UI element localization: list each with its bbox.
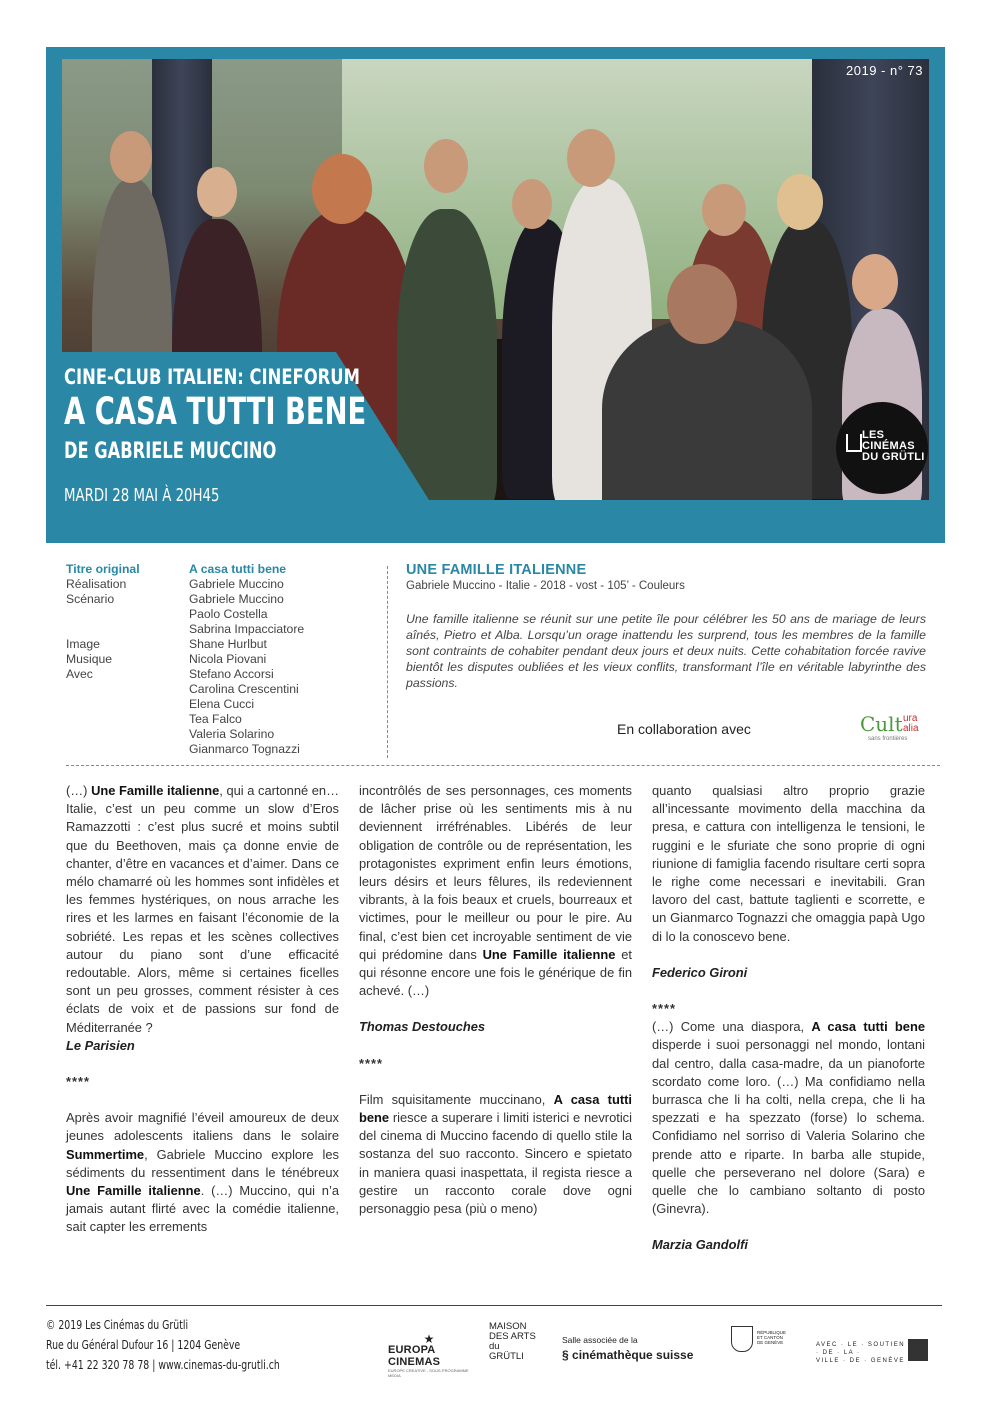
synopsis: Une famille italienne se réunit sur une petite île pour célébrer les 50 ans de mariage de leurs aînés, Pietro et Alba. Lorsqu’un orage inattendu les surprend, tous les membres de la famille sont contraints de cohabiter pendant deux jours et deux nuits. Cette cohabitation forcée ravive bientôt les disputes oubliées et les vieux conflits, transformant l’île en véritable labyrinthe des passions. [406, 612, 926, 690]
credit-value: Gabriele Muccino [189, 577, 284, 591]
ville-de-geneve-logo [816, 1341, 905, 1365]
credit-row [66, 652, 304, 667]
review-paragraph [66, 1109, 339, 1236]
credit-value: Valeria Solarino [189, 727, 275, 741]
spacer [66, 1091, 339, 1109]
review-paragraph [652, 1018, 925, 1218]
footer-copyright: © 2019 Les Cinémas du Grütli [46, 1318, 189, 1332]
director-line: DE GABRIELE MUCCINO [64, 439, 277, 464]
credit-value: A casa tutti bene [189, 562, 287, 576]
head-1 [110, 131, 152, 183]
geneve-text [757, 1330, 797, 1345]
s-icon: § [562, 1348, 573, 1362]
credit-value: Elena Cucci [189, 697, 255, 711]
geneve-line: ET CANTON [757, 1335, 783, 1340]
logo-line-3: DU GRÜTLI [862, 451, 925, 463]
separator-stars: **** [359, 1055, 384, 1071]
head-4 [424, 139, 468, 193]
text: (…) Come una diaspora, [652, 1019, 812, 1035]
cinemas-du-grutli-logo [836, 402, 928, 494]
person-foreground [602, 319, 812, 500]
credit-label: Avec [66, 667, 93, 681]
review-signature: Federico Gironi [652, 964, 748, 980]
credit-label: Image [66, 637, 100, 651]
credit-value: Carolina Crescentini [189, 682, 299, 696]
credit-row [66, 577, 304, 592]
logo-tagline: sans frontières [868, 736, 908, 742]
city-crest-icon [908, 1339, 928, 1361]
cinematheque-name [562, 1348, 693, 1362]
review-paragraph: quanto qualsiasi altro proprio grazie all’incessante movimento della macchina da presa, e cattura con intelligenza le tensioni, le ruggini e le sfuriate che sono proprie di ogni riunione di famiglia facendo risultare certi sopra le righe come necessari e inevitabili. Gran lavoro del cast, battute taglienti e scorrette, e un Gianmarco Tognazzi che omaggia papà Ugo di lo la conoscevo bene. [652, 783, 925, 944]
cinematheque-text: cinémathèque suisse [572, 1348, 694, 1362]
credit-value: Gabriele Muccino [189, 592, 284, 606]
film-title-ref: A casa tutti bene [359, 1091, 632, 1126]
logo-part [903, 714, 919, 734]
separator-stars: **** [66, 1074, 91, 1090]
film-title-ref: Une Famille italienne [91, 783, 220, 798]
logo-line-2: CINÉMAS [862, 440, 915, 452]
text: riesce a superare i limiti isterici e nevrotici del cinema di Muccino facendo di quello stile la sostanza del suo racconto. Sincero e spietato in maniera quasi inaspettata, il regista riesce a gestire un racconto corale dove ogni personaggio pesa (più o meno) [359, 1110, 632, 1217]
credit-values [189, 667, 300, 757]
review-signature: Le Parisien [66, 1037, 135, 1053]
maison-line: du [489, 1341, 500, 1352]
column-2 [359, 782, 632, 1218]
footer-address [46, 1315, 280, 1375]
text: . (…) Muccino, qui n’a jamais autant flirté avec la comédie italienne, sait capter les errements [66, 1183, 339, 1235]
europa-subtext: EUROPE CREATIVE - SOUS-PROGRAMME MEDIA [388, 1368, 469, 1378]
review-signature: Thomas Destouches [359, 1019, 486, 1035]
credit-row [66, 592, 304, 637]
spacer [652, 946, 925, 964]
footer-contact: tél. +41 22 320 78 78 | www.cinemas-du-grutli.ch [46, 1358, 280, 1372]
credit-value: Shane Hurlbut [189, 637, 267, 651]
text: , qui a cartonné en… Italie, c’est un peu comme un slow d’Eros Ramazzotti : c’est plus sucré et moins subtil que du Beethoven, mais ça donne envie de chanter, d’être en vacances et d’aimer. Dans ce mélo chamarré où les hommes sont infidèles et les femmes hystériques, on nous arrache les rires et les larmes en faisant l’économie de la sobriété. Les repas et les scènes collectives autour du piano sont d’une efficacité redoutable. Alors, même si certaines ficelles sont un peu grosses, comment résister à ces éclats de voix et de passions sur fond de Méditerranée ? [66, 783, 339, 1035]
credit-label: Musique [66, 652, 113, 666]
head-5 [512, 179, 552, 229]
credit-label: Scénario [66, 592, 115, 606]
person-4 [397, 209, 497, 500]
cinematheque-suisse-logo [562, 1335, 693, 1362]
column-3 [652, 782, 925, 1255]
credit-label: Réalisation [66, 577, 127, 591]
logo-text [862, 430, 925, 463]
logo-subpart: alia [903, 723, 919, 734]
spacer [66, 1055, 339, 1073]
spacer [359, 1000, 632, 1018]
vertical-divider [387, 566, 388, 758]
head-2 [197, 167, 237, 217]
maison-des-arts-logo [489, 1322, 536, 1362]
spacer [652, 982, 925, 1000]
ville-line: VILLE · DE · GENÈVE [816, 1358, 905, 1364]
film-title-ref: Summertime [66, 1146, 145, 1162]
review-signature: Marzia Gandolfi [652, 1237, 748, 1253]
cultura-italia-logo [860, 712, 930, 744]
footer-divider [46, 1305, 942, 1306]
maison-line: DES ARTS [489, 1331, 536, 1342]
credit-value: Gianmarco Tognazzi [189, 742, 300, 756]
text: (…) [66, 783, 92, 798]
spacer [359, 1037, 632, 1055]
separator-stars: **** [652, 1001, 677, 1017]
text: et qui résonne encore une fois le générique de fin achevé. (…) [359, 946, 632, 999]
issue-number: 2019 - n° 73 [846, 63, 923, 78]
credit-value: Stefano Accorsi [189, 667, 274, 681]
series-title: CINE-CLUB ITALIEN: CINEFORUM [64, 365, 360, 389]
geneve-line: RÉPUBLIQUE [757, 1330, 787, 1335]
review-paragraph [359, 1091, 632, 1218]
credits-table [66, 562, 304, 757]
logo-part: Cult [860, 712, 903, 736]
republique-geneve-logo [731, 1326, 787, 1352]
europa-text: EUROPA CINEMAS [388, 1344, 441, 1368]
head-foreground [667, 264, 737, 344]
text: Après avoir magnifié l’éveil amoureux de deux jeunes adolescents italiens dans le solaire [66, 1110, 339, 1144]
geneve-line: DE GENÈVE [757, 1340, 784, 1345]
credit-value: Tea Falco [189, 712, 242, 726]
credit-value: Paolo Costella [189, 607, 268, 621]
text: Film squisitamente muccinano, [359, 1091, 554, 1107]
text: , Gabriele Muccino explore les sédiments du ressentiment dans le ténébreux [66, 1146, 339, 1180]
film-title-ref: A casa tutti bene [811, 1019, 925, 1035]
head-8 [777, 174, 823, 230]
credit-row [66, 562, 304, 577]
footer-street: Rue du Général Dufour 16 | 1204 Genève [46, 1338, 241, 1352]
hero-banner [46, 47, 945, 543]
section-title: UNE FAMILLE ITALIENNE [406, 562, 587, 578]
horizontal-divider [66, 765, 940, 766]
text: disperde i suoi personaggi nel mondo, lontani dal centro, dalla casa-madre, da un pianoforte scordato come loro. (…) Ma confidiamo nella burrasca che li ha colti, nella crepa, che li ha spezzati e ha spezzato (forse) lo schema. Confidiamo nel sorriso di Valeria Solarino che prende atto e riparte. In barba alle stupide, quelle che perseverano nel dolore (Sara) e quelle che lo cambiano soltanto di posto (Ginevra). [652, 1037, 925, 1217]
screening-date: MARDI 28 MAI À 20H45 [64, 485, 220, 506]
column-1 [66, 782, 339, 1237]
credit-row [66, 667, 304, 757]
maison-line: GRÜTLI [489, 1351, 524, 1362]
film-title-ref: Une Famille italienne [482, 946, 616, 962]
film-title-ref: Une Famille italienne [66, 1183, 201, 1199]
spacer [359, 1073, 632, 1091]
maison-line: MAISON [489, 1321, 527, 1332]
cinematheque-pre: Salle associée de la [562, 1335, 638, 1345]
spacer [652, 1218, 925, 1236]
star-icon: ★ [423, 1332, 435, 1346]
credit-label: Titre original [66, 562, 140, 576]
credit-row [66, 637, 304, 652]
film-meta: Gabriele Muccino - Italie - 2018 - vost - 105’ - Couleurs [406, 580, 685, 592]
credit-value: Nicola Piovani [189, 652, 267, 666]
logo-subpart: ura [903, 713, 918, 724]
text: incontrôlés de ses personnages, ces moments de lâcher prise où les sentiments mis à nu deviennent irréfrénables. Libérés de leur obligation de contrôle ou de représentation, les protagonistes expriment enfin leurs émotions, leurs désirs et leurs fêlures, ils redeviennent vibrants, à la fois beaux et cruels, bourreaux et victimes, pour le meilleur ou pour le pire. Au final, c’est bien cet incroyable sentiment de vie qui prédomine dans [359, 783, 632, 962]
credit-values [189, 592, 304, 637]
collaboration-label: En collaboration avec [617, 721, 751, 737]
ville-line: AVEC · LE · SOUTIEN [816, 1342, 906, 1348]
head-3 [312, 154, 372, 224]
shield-icon [731, 1326, 753, 1352]
credit-value: Sabrina Impacciatore [189, 622, 305, 636]
head-6 [567, 129, 615, 187]
film-title: A CASA TUTTI BENE [64, 390, 367, 433]
review-paragraph [359, 782, 632, 1000]
europa-cinemas-logo [388, 1332, 470, 1378]
director-chair-icon [846, 434, 862, 452]
review-paragraph [66, 782, 339, 1037]
head-7 [702, 184, 746, 236]
head-9 [852, 254, 898, 310]
ville-line: · DE · LA · [816, 1350, 861, 1356]
logo-line-1: LES [862, 429, 885, 441]
